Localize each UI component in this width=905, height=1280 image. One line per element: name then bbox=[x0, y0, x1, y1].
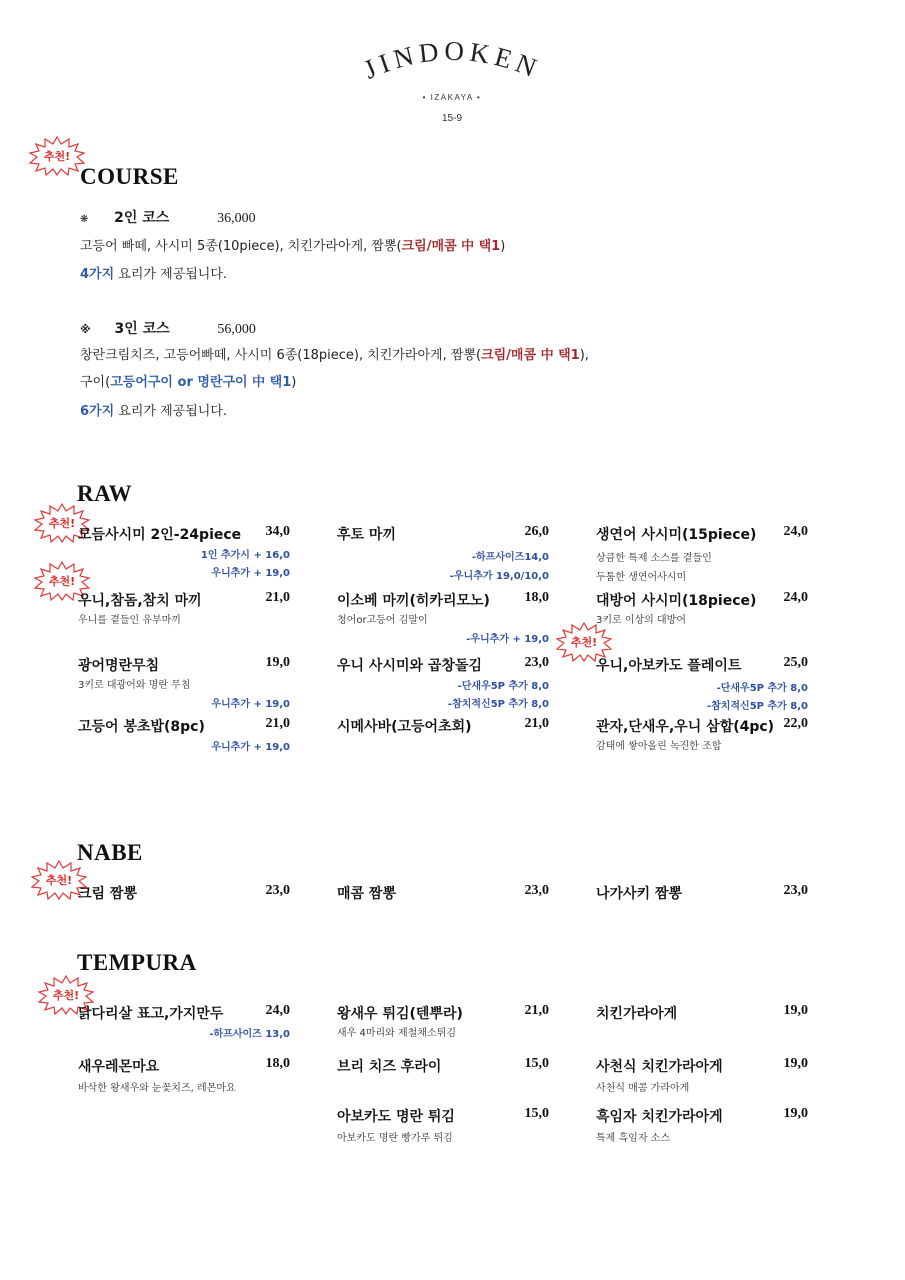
badge-label: 추천! bbox=[48, 575, 76, 588]
item-price: 18,0 bbox=[524, 590, 549, 605]
item-name: 우니,아보카도 플레이트 bbox=[596, 658, 742, 674]
item-name: 이소베 마끼(히카리모노) bbox=[337, 593, 490, 609]
item-name: 생연어 사시미(15piece) bbox=[596, 527, 757, 543]
item-price: 34,0 bbox=[265, 524, 290, 539]
item-addon: 1인 추가시 + 16,0 bbox=[200, 550, 290, 561]
item-description: 아보카도 명란 빵가루 튀김 bbox=[337, 1133, 453, 1144]
course-3-line1: 창란크림치즈, 고등어빠떼, 사시미 6종(18piece), 치킨가라아게, 짬뽕(크림/매콤 中 택1), bbox=[80, 348, 589, 363]
item-price: 23,0 bbox=[783, 883, 808, 898]
item-name: 매콤 짬뽕 bbox=[337, 886, 396, 902]
item-price: 15,0 bbox=[524, 1056, 549, 1071]
course-2-price: 36,000 bbox=[217, 211, 256, 226]
svg-text:• IZAKAYA • bbox=[423, 93, 482, 102]
section-title-nabe: NABE bbox=[77, 840, 143, 865]
item-name: 시메사바(고등어초회) bbox=[337, 719, 472, 735]
item-addon: -참치적신5P 추가 8,0 bbox=[706, 701, 808, 712]
item-price: 24,0 bbox=[783, 524, 808, 539]
item-addon: -우니추가 + 19,0 bbox=[466, 634, 549, 645]
item-description: 사천식 매콤 가라아게 bbox=[596, 1083, 690, 1094]
item-description: 새우 4마리와 제철채소튀김 bbox=[337, 1028, 456, 1039]
course-3-line2: 구이(고등어구이 or 명란구이 中 택1) bbox=[80, 375, 297, 390]
course-3-mark-icon: ※ bbox=[80, 323, 91, 336]
item-price: 19,0 bbox=[265, 655, 290, 670]
item-price: 24,0 bbox=[265, 1003, 290, 1018]
item-price: 19,0 bbox=[783, 1003, 808, 1018]
item-name: 고등어 봉초밥(8pc) bbox=[78, 719, 205, 735]
badge-label: 추천! bbox=[570, 636, 598, 649]
item-name: 왕새우 튀김(텐뿌라) bbox=[337, 1006, 463, 1022]
item-name: 닭다리살 표고,가지만두 bbox=[78, 1006, 224, 1022]
item-addon: -단새우5P 추가 8,0 bbox=[716, 683, 808, 694]
item-price: 21,0 bbox=[524, 1003, 549, 1018]
item-description: 바삭한 왕새우와 눈꽃치즈, 레몬마요 bbox=[78, 1083, 236, 1094]
course-3-price: 56,000 bbox=[217, 322, 256, 337]
menu-date: 15-9 bbox=[441, 113, 463, 124]
item-description: 청어or고등어 김말이 bbox=[337, 615, 428, 626]
item-addon: -우니추가 19,0/10,0 bbox=[449, 571, 549, 582]
item-description: 특제 흑임자 소스 bbox=[596, 1133, 670, 1144]
logo-dot-right: • bbox=[473, 93, 482, 102]
item-price: 21,0 bbox=[265, 716, 290, 731]
item-name: 브리 치즈 후라이 bbox=[337, 1059, 442, 1075]
item-price: 21,0 bbox=[524, 716, 549, 731]
section-title-tempura: TEMPURA bbox=[77, 950, 197, 975]
course-2-title: 2인 코스 bbox=[114, 210, 170, 226]
item-addon: -하프사이즈 13,0 bbox=[209, 1029, 290, 1040]
item-price: 19,0 bbox=[783, 1056, 808, 1071]
item-name: 크림 짬뽕 bbox=[78, 886, 137, 902]
course-2-line2: 4가지 요리가 제공됩니다. bbox=[80, 267, 228, 282]
item-price: 25,0 bbox=[783, 655, 808, 670]
item-name: 아보카도 명란 튀김 bbox=[337, 1109, 455, 1125]
item-name: 새우레몬마요 bbox=[78, 1059, 160, 1075]
brand-logo bbox=[330, 30, 575, 130]
item-price: 23,0 bbox=[265, 883, 290, 898]
item-addon: -참치적신5P 추가 8,0 bbox=[447, 699, 549, 710]
badge-label: 추천! bbox=[48, 517, 76, 530]
item-name: 광어명란무침 bbox=[78, 658, 160, 674]
brand-subtitle: IZAKAYA bbox=[430, 93, 474, 102]
item-addon: -단새우5P 추가 8,0 bbox=[457, 681, 549, 692]
course-2-line1: 고등어 빠떼, 사시미 5종(10piece), 치킨가라아게, 짬뽕(크림/매콤 中 택1) bbox=[80, 239, 506, 254]
item-addon: 우니추가 + 19,0 bbox=[211, 568, 290, 579]
item-price: 18,0 bbox=[265, 1056, 290, 1071]
recommend-badge bbox=[28, 136, 86, 176]
item-name: 사천식 치킨가라아게 bbox=[596, 1059, 723, 1075]
badge-label: 추천! bbox=[43, 150, 71, 163]
item-name: 우니 사시미와 곱창돌김 bbox=[337, 658, 482, 674]
item-addon: -하프사이즈14,0 bbox=[471, 552, 549, 563]
item-name: 후토 마끼 bbox=[337, 527, 396, 543]
item-addon: 우니추가 + 19,0 bbox=[211, 742, 290, 753]
item-name: 나가사키 짬뽕 bbox=[596, 886, 683, 902]
course-2-header bbox=[80, 207, 256, 227]
badge-label: 추천! bbox=[52, 989, 80, 1002]
item-description: 3키로 이상의 대방어 bbox=[596, 615, 686, 626]
item-price: 15,0 bbox=[524, 1106, 549, 1121]
item-description: 상큼한 특제 소스를 곁들인 bbox=[596, 553, 712, 564]
course-3-line3: 6가지 요리가 제공됩니다. bbox=[80, 404, 228, 419]
item-price: 21,0 bbox=[265, 590, 290, 605]
item-name: 대방어 사시미(18piece) bbox=[596, 593, 757, 609]
item-description: 감태에 쌓아올린 녹진한 조합 bbox=[596, 741, 722, 752]
item-name: 치킨가라아게 bbox=[596, 1006, 678, 1022]
item-price: 26,0 bbox=[524, 524, 549, 539]
item-name: 우니,참돔,참치 마끼 bbox=[78, 593, 202, 609]
badge-label: 추천! bbox=[45, 874, 73, 887]
item-name: 관자,단새우,우니 삼합(4pc) bbox=[596, 719, 775, 735]
item-price: 23,0 bbox=[524, 883, 549, 898]
section-title-raw: RAW bbox=[77, 481, 133, 506]
item-price: 22,0 bbox=[783, 716, 808, 731]
logo-dot-left: • bbox=[422, 93, 431, 102]
item-description: 3키로 대광어와 명란 무침 bbox=[78, 680, 191, 691]
item-description: 두툼한 생연어사시미 bbox=[596, 572, 687, 583]
item-description: 우니를 곁들인 유부마끼 bbox=[78, 615, 181, 626]
item-addon: 우니추가 + 19,0 bbox=[211, 699, 290, 710]
item-price: 19,0 bbox=[783, 1106, 808, 1121]
svg-text:JINDOKEN bbox=[359, 36, 545, 85]
item-name: 모듬사시미 2인-24piece bbox=[78, 527, 242, 543]
course-3-header bbox=[80, 318, 256, 338]
section-title-course: COURSE bbox=[80, 164, 179, 189]
item-price: 23,0 bbox=[524, 655, 549, 670]
brand-name: JINDOKEN bbox=[359, 35, 546, 85]
item-name: 흑임자 치킨가라아게 bbox=[596, 1109, 723, 1125]
course-2-mark-icon: ❋ bbox=[80, 214, 89, 225]
item-price: 24,0 bbox=[783, 590, 808, 605]
course-3-title: 3인 코스 bbox=[114, 321, 170, 337]
